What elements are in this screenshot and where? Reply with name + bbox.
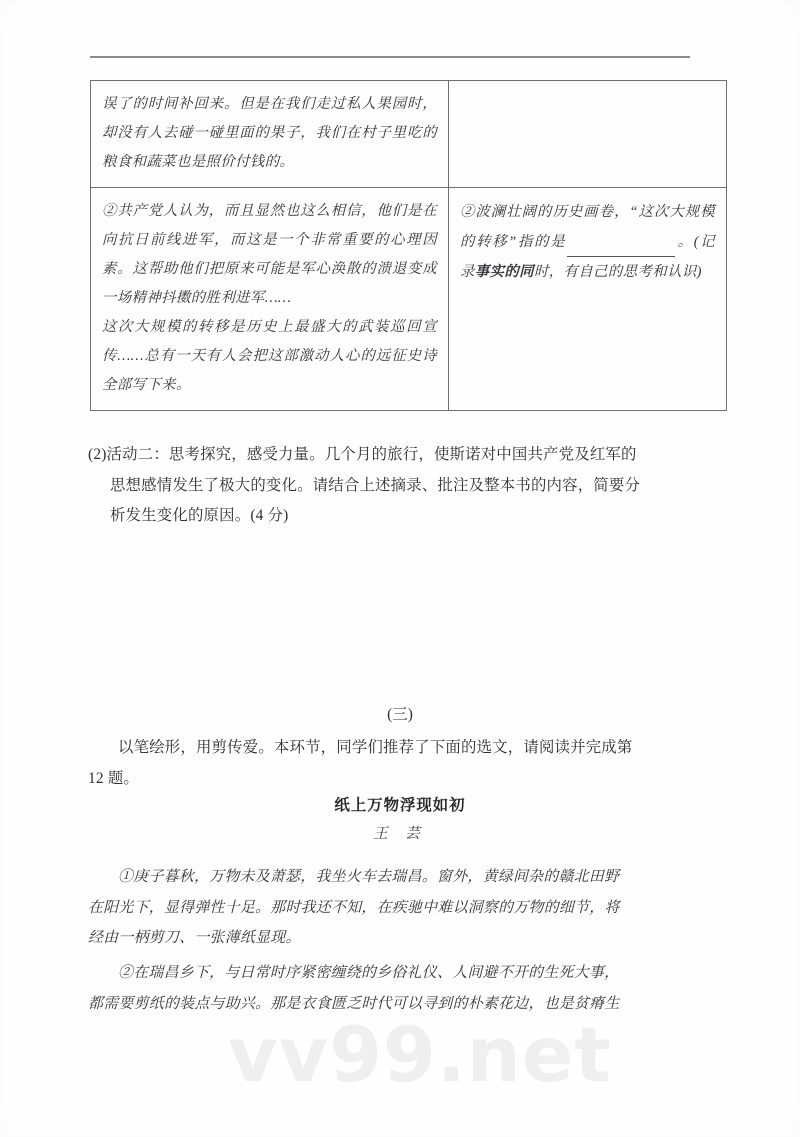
excerpt-cell-row1 bbox=[91, 81, 449, 188]
excerpt-annotation-table bbox=[90, 80, 727, 411]
section-number: (三) bbox=[387, 706, 413, 723]
article-author: 王 芸 bbox=[373, 826, 427, 842]
fill-in-blank[interactable] bbox=[567, 243, 675, 257]
section-intro-paragraph bbox=[88, 733, 688, 794]
header-rule bbox=[90, 56, 690, 58]
article-p2-line-1: ②在瑞昌乡下，与日常时序紧密缠绕的乡俗礼仪、人间避不开的生死大事， bbox=[118, 965, 620, 981]
section-intro-line-2: 12 题。 bbox=[88, 769, 140, 787]
excerpt-text-row2-part2: 这次大规模的转移是历史上最盛大的武装巡回宣传……总有一天有人会把这部激动人心的远征史诗全部写下来。 bbox=[102, 319, 437, 393]
excerpt-text-row1: 误了的时间补回来。但是在我们走过私人果园时，却没有人去碰一碰里面的果子，我们在村子里吃的粮食和蔬菜也是照价付钱的。 bbox=[102, 96, 437, 170]
question-2-line-3: 析发生变化的原因。(4 分) bbox=[110, 507, 289, 524]
annotation-empty-row1 bbox=[460, 90, 715, 91]
section-intro-line-1: 以笔绘形，用剪传爱。本环节，同学们推荐了下面的选文，请阅读并完成第 bbox=[118, 739, 633, 756]
annotation-text-row2: ②波澜壮阔的历史画卷，“这次大规模的转移”指的是 。(记录事实的同时，有自己的思考和认识) bbox=[460, 204, 716, 280]
excerpt-cell-row2 bbox=[91, 188, 449, 411]
question-2-line-2: 思想感情发生了极大的变化。请结合上述摘录、批注及整本书的内容，简要分 bbox=[110, 476, 641, 494]
table-row bbox=[91, 81, 727, 188]
annotation-cell-row2 bbox=[449, 188, 727, 411]
article-p1-line-3: 经由一柄剪刀、一张薄纸显现。 bbox=[88, 930, 301, 947]
article-paragraph-2 bbox=[88, 958, 690, 1019]
question-2-line-1: (2)活动二：思考探究，感受力量。几个月的旅行，使斯诺对中国共产党及红军的 bbox=[88, 446, 637, 463]
article-title: 纸上万物浮现如初 bbox=[334, 797, 466, 814]
question-2-paragraph bbox=[88, 440, 688, 532]
article-p1-line-2: 在阳光下，显得弹性十足。那时我还不知，在疾驰中难以洞察的万物的细节，将 bbox=[88, 899, 620, 916]
table-row bbox=[91, 188, 727, 411]
watermark-text: vv99.net bbox=[228, 1010, 612, 1099]
annotation-cell-row1 bbox=[449, 81, 727, 188]
article-paragraph-1 bbox=[88, 862, 690, 954]
excerpt-text-row2-part1: ②共产党人认为，而且显然也这么相信，他们是在向抗日前线进军，而这是一个非常重要的心理因素。这帮助他们把原来可能是军心涣散的溃退变成一场精神抖擞的胜利进军…… bbox=[102, 203, 437, 306]
article-p1-line-1: ①庚子暮秋，万物未及萧瑟，我坐火车去瑞昌。窗外，黄绿间杂的赣北田野 bbox=[118, 869, 620, 885]
article-p2-line-2: 都需要剪纸的装点与助兴。那是衣食匮乏时代可以寻到的朴素花边，也是贫瘠生 bbox=[88, 995, 620, 1012]
